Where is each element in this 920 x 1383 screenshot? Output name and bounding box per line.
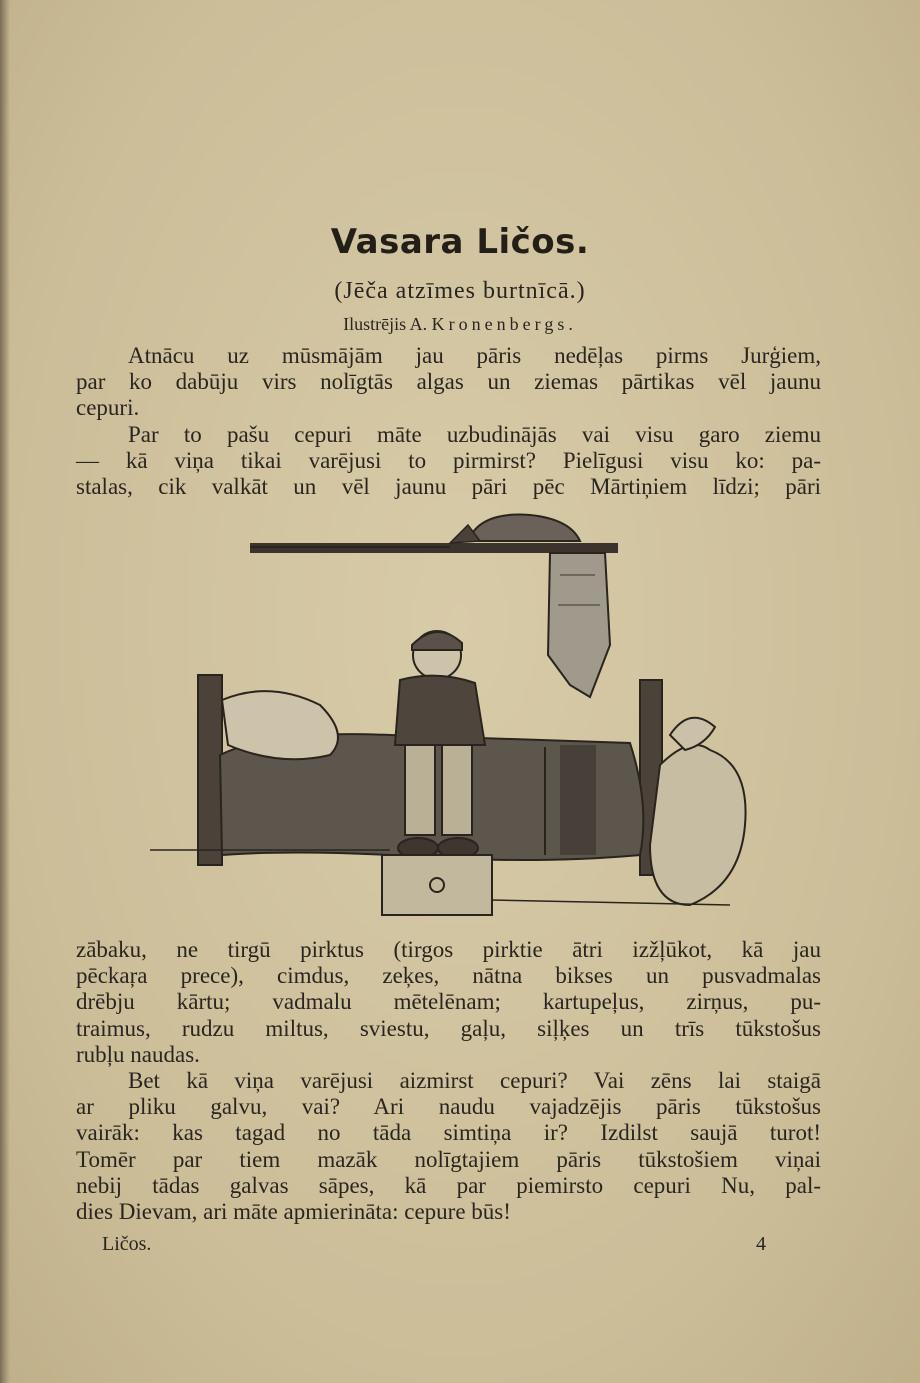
footer-place: Ličos.	[102, 1233, 152, 1255]
text-line: pēckaŗa prece), cimdus, zeķes, nātna bikses un pusvadmalas	[76, 963, 821, 989]
text-line: vairāk: kas tagad no tāda simtiņa ir? Izdilst saujā turot!	[76, 1120, 821, 1146]
body-text-before-illustration	[76, 343, 821, 500]
page-binding-edge	[0, 0, 10, 1383]
text-line: traimus, rudzu miltus, sviestu, gaļu, siļķes un trīs tūkstošus	[76, 1015, 821, 1041]
bed-post-left	[198, 675, 222, 865]
cap-icon	[468, 515, 580, 541]
illustrator-prefix: Ilustrējis A.	[343, 314, 428, 334]
text-line: drēbju kārtu; vadmalu mētelēnam; kartupeļus, zirņus, pu-	[76, 989, 821, 1015]
text-line: rubļu naudas.	[76, 1041, 200, 1067]
text-line: dies Dievam, ari māte apmierināta: cepure būs!	[76, 1199, 511, 1225]
illustrator-credit	[0, 314, 920, 335]
text-line: Atnācu uz mūsmājām jau pāris nedēļas pirms Jurģiem,	[128, 343, 821, 368]
text-line: Tomēr par tiem mazāk nolīgtajiem pāris tūkstošiem viņai	[76, 1146, 821, 1172]
text-line: zābaku, ne tirgū pirktus (tirgos pirktie ātri izžļūkot, kā jau	[76, 937, 821, 962]
text-line: — kā viņa tikai varējusi to pirmirst? Pielīgusi visu ko: pa-	[76, 447, 821, 473]
chest-box	[382, 855, 492, 915]
page-title: Vasara Ličos.	[330, 222, 590, 262]
boy-jacket	[395, 676, 485, 745]
boy-cap	[412, 632, 462, 650]
text-line: cepuri.	[76, 395, 140, 421]
text-line: par ko dabūju virs nolīgtās algas un ziemas pārtikas vēl jaunu	[76, 369, 821, 395]
text-line: nebij tādas galvas sāpes, kā par piemirsto cepuri Nu, pal-	[76, 1172, 821, 1198]
text-line: stalas, cik valkāt un vēl jaunu pāri pēc Mārtiņiem līdzi; pāri	[76, 474, 821, 500]
body-text-after-illustration	[76, 937, 821, 1225]
page-subtitle: (Jēča atzīmes burtnīcā.)	[334, 278, 586, 304]
text-line: ar pliku galvu, vai? Ari naudu vajadzējis pāris tūkstošus	[76, 1094, 821, 1120]
pillow	[222, 691, 338, 759]
sack-icon	[650, 745, 746, 905]
boy-sitting-on-bed-illustration	[150, 505, 760, 925]
text-line: Par to pašu cepuri māte uzbudinājās vai visu garo ziemu	[128, 421, 821, 447]
page-number: 4	[756, 1233, 766, 1255]
illustrator-name: Kronenbergs.	[431, 314, 577, 334]
text-line: Bet kā viņa varējusi aizmirst cepuri? Vai zēns lai staigā	[128, 1068, 821, 1094]
